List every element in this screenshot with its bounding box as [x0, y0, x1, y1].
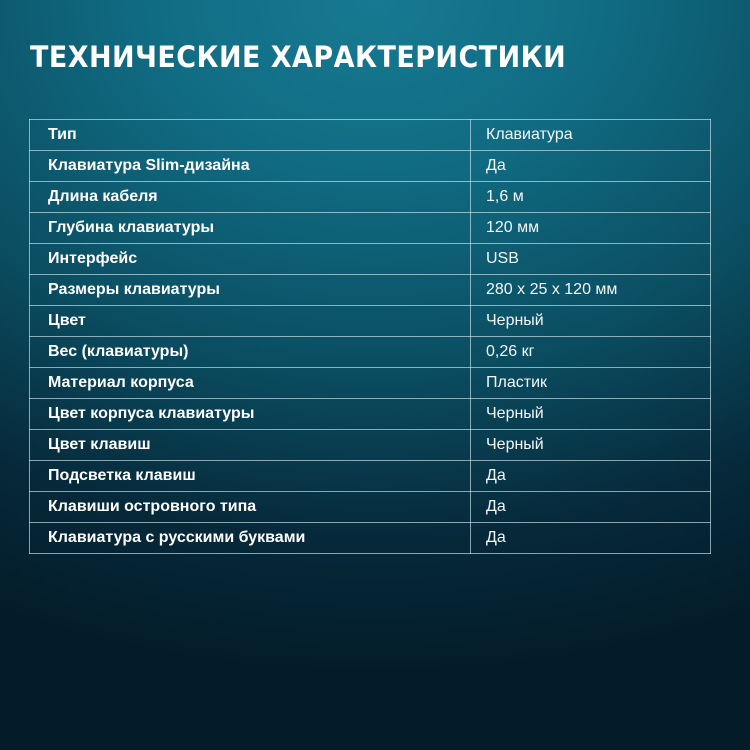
table-row: [30, 275, 711, 306]
table-row: [30, 399, 711, 430]
specs-table: [29, 119, 711, 554]
spec-value: 280 x 25 x 120 мм: [471, 275, 711, 306]
spec-value: 0,26 кг: [471, 337, 711, 368]
spec-name: Цвет: [30, 306, 471, 337]
spec-value: USB: [471, 244, 711, 275]
spec-name: Глубина клавиатуры: [30, 213, 471, 244]
table-row: [30, 461, 711, 492]
table-row: [30, 244, 711, 275]
spec-value: 1,6 м: [471, 182, 711, 213]
table-row: [30, 151, 711, 182]
spec-value: Да: [471, 492, 711, 523]
table-row: [30, 213, 711, 244]
table-row: [30, 182, 711, 213]
table-row: [30, 523, 711, 554]
spec-name: Тип: [30, 120, 471, 151]
spec-name: Интерфейс: [30, 244, 471, 275]
spec-name: Длина кабеля: [30, 182, 471, 213]
spec-value: Черный: [471, 430, 711, 461]
table-row: [30, 306, 711, 337]
spec-name: Цвет корпуса клавиатуры: [30, 399, 471, 430]
spec-value: Да: [471, 461, 711, 492]
table-row: [30, 337, 711, 368]
spec-value: Черный: [471, 399, 711, 430]
table-row: [30, 368, 711, 399]
spec-value: Да: [471, 523, 711, 554]
spec-name: Клавиатура Slim-дизайна: [30, 151, 471, 182]
table-row: [30, 492, 711, 523]
spec-value: 120 мм: [471, 213, 711, 244]
spec-value: Черный: [471, 306, 711, 337]
table-row: [30, 430, 711, 461]
spec-value: Клавиатура: [471, 120, 711, 151]
spec-value: Пластик: [471, 368, 711, 399]
spec-name: Подсветка клавиш: [30, 461, 471, 492]
spec-name: Клавиатура с русскими буквами: [30, 523, 471, 554]
table-row: [30, 120, 711, 151]
spec-name: Материал корпуса: [30, 368, 471, 399]
spec-value: Да: [471, 151, 711, 182]
spec-name: Размеры клавиатуры: [30, 275, 471, 306]
spec-name: Клавиши островного типа: [30, 492, 471, 523]
spec-name: Цвет клавиш: [30, 430, 471, 461]
page-title: ТЕХНИЧЕСКИЕ ХАРАКТЕРИСТИКИ: [30, 40, 567, 74]
spec-name: Вес (клавиатуры): [30, 337, 471, 368]
